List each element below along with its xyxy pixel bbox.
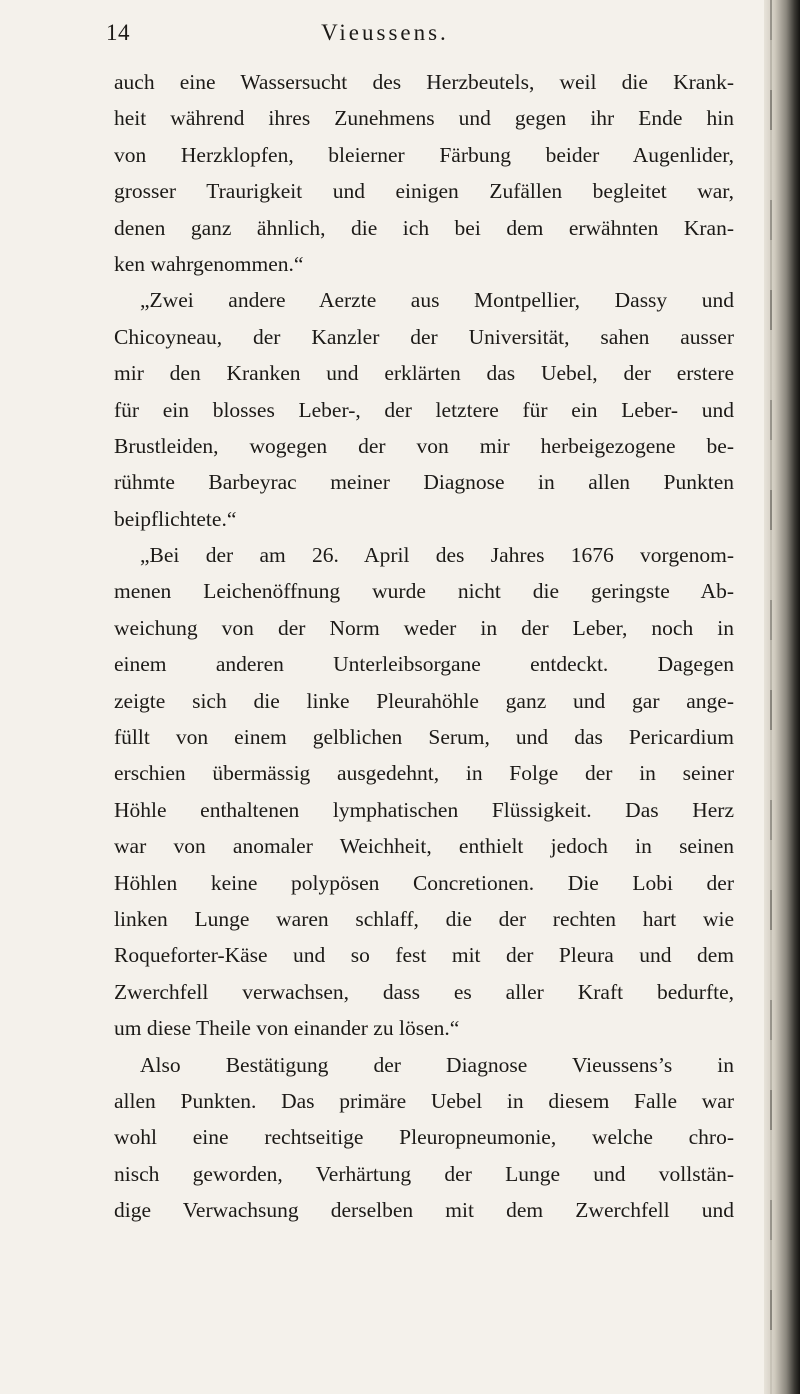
text-line: Chicoyneau, der Kanzler der Universität, sahen ausser xyxy=(114,324,734,349)
text-line: Zwerchfell verwachsen, dass es aller Kraft bedurfte, xyxy=(114,979,734,1004)
page-binding-edge xyxy=(764,0,800,1394)
text-line: allen Punkten. Das primäre Uebel in diesem Falle war xyxy=(114,1088,734,1113)
running-head: Vieussens. xyxy=(321,20,449,45)
body-text xyxy=(114,64,734,1229)
text-line: zeigte sich die linke Pleurahöhle ganz und gar ange- xyxy=(114,688,734,713)
text-line: war von anomaler Weichheit, enthielt jedoch in seinen xyxy=(114,834,734,859)
text-line: beipflichtete.“ xyxy=(114,506,237,531)
text-line: um diese Theile von einander zu lösen.“ xyxy=(114,1016,460,1041)
text-line: Höhlen keine polypösen Concretionen. Die Lobi der xyxy=(114,870,734,895)
text-line: wohl eine rechtseitige Pleuropneumonie, welche chro- xyxy=(114,1125,734,1150)
text-line: rühmte Barbeyrac meiner Diagnose in allen Punkten xyxy=(114,470,734,495)
text-line: Also Bestätigung der Diagnose Vieussens’s in xyxy=(140,1052,734,1077)
text-line: linken Lunge waren schlaff, die der rechten hart wie xyxy=(114,906,734,931)
text-line: „Bei der am 26. April des Jahres 1676 vorgenom- xyxy=(140,543,734,568)
text-line: nisch geworden, Verhärtung der Lunge und vollstän- xyxy=(114,1161,734,1186)
text-line: menen Leichenöffnung wurde nicht die geringste Ab- xyxy=(114,579,734,604)
text-line: „Zwei andere Aerzte aus Montpellier, Dassy und xyxy=(140,288,734,313)
text-line: Brustleiden, wogegen der von mir herbeigezogene be- xyxy=(114,433,734,458)
text-line: für ein blosses Leber-, der letztere für ein Leber- und xyxy=(114,397,734,422)
page-number: 14 xyxy=(106,20,130,45)
text-line: von Herzklopfen, bleierner Färbung beider Augenlider, xyxy=(114,142,734,167)
text-line: mir den Kranken und erklärten das Uebel, der erstere xyxy=(114,361,734,386)
text-line: denen ganz ähnlich, die ich bei dem erwähnten Kran- xyxy=(114,215,734,240)
text-line: ken wahrgenommen.“ xyxy=(114,251,304,276)
text-line: grosser Traurigkeit und einigen Zufällen begleitet war, xyxy=(114,179,734,204)
page-header xyxy=(0,20,770,54)
text-line: Höhle enthaltenen lymphatischen Flüssigkeit. Das Herz xyxy=(114,797,734,822)
text-line: einem anderen Unterleibsorgane entdeckt. Dagegen xyxy=(114,652,734,677)
text-line: füllt von einem gelblichen Serum, und das Pericardium xyxy=(114,725,734,750)
text-line: dige Verwachsung derselben mit dem Zwerchfell und xyxy=(114,1198,734,1223)
text-line: weichung von der Norm weder in der Leber, noch in xyxy=(114,615,734,640)
text-line: auch eine Wassersucht des Herzbeutels, weil die Krank- xyxy=(114,70,734,94)
text-line: Roqueforter-Käse und so fest mit der Pleura und dem xyxy=(114,943,734,968)
text-line: heit während ihres Zunehmens und gegen ihr Ende hin xyxy=(114,106,734,131)
text-line: erschien übermässig ausgedehnt, in Folge der in seiner xyxy=(114,761,734,786)
